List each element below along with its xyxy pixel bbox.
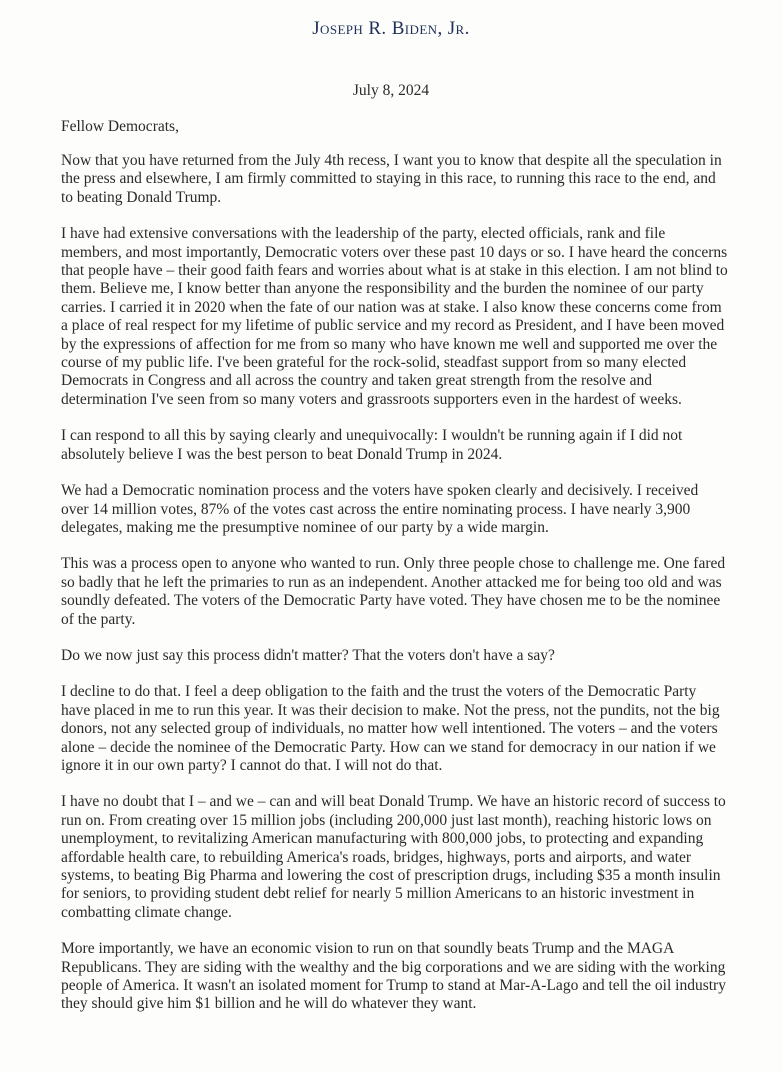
paragraph: Do we now just say this process didn't matter? That the voters don't have a say? [61,646,555,664]
letterhead: Joseph R. Biden, Jr. [312,18,470,39]
letter-body [61,152,729,1032]
letter-date: July 8, 2024 [352,82,430,99]
paragraph: I can respond to all this by saying clearly and unequivocally: I wouldn't be running again if I did not absolutely believe I was the best person to beat Donald Trump in 2024. [61,427,683,463]
paragraph: This was a process open to anyone who wanted to run. Only three people chose to challenge me. One fared so badly that he left the primaries to run as an independent. Another attacked me for being too old and was soundly defeated. The voters of the Democratic Party have voted. They have chosen me to be the nominee of the party. [61,555,726,628]
paragraph: More importantly, we have an economic vision to run on that soundly beats Trump and the MAGA Republicans. They are siding with the wealthy and the big corporations and we are siding with the working people of America. It wasn't an isolated moment for Trump to stand at Mar-A-Lago and tell the oil industry they should give him $1 billion and he will do whatever they want. [61,940,726,1013]
paragraph: We had a Democratic nomination process and the voters have spoken clearly and decisively. I received over 14 million votes, 87% of the votes cast across the entire nominating process. I have nearly 3,900 delegates, making me the presumptive nominee of our party by a wide margin. [61,482,699,536]
paragraph: I have had extensive conversations with the leadership of the party, elected officials, rank and file members, and most importantly, Democratic voters over these past 10 days or so. I have heard the concerns that people have – their good faith fears and worries about what is at stake in this election. I am not blind to them. Believe me, I know better than anyone the responsibility and the burden the nominee of our party carries. I carried it in 2020 when the fate of our nation was at stake. I also know these concerns come from a place of real respect for my lifetime of public service and my record as President, and I have been moved by the expressions of affection for me from so many who have known me well and supported me over the course of my public life. I've been grateful for the rock-solid, steadfast support from so many elected Democrats in Congress and all across the country and taken great strength from the resolve and determination I've seen from so many voters and grassroots supporters even in the hardest of weeks. [61,225,728,408]
salutation: Fellow Democrats, [61,118,179,135]
paragraph: I decline to do that. I feel a deep obligation to the faith and the trust the voters of the Democratic Party have placed in me to run this year. It was their decision to make. Not the press, not the pundits, not the big donors, not any selected group of individuals, no matter how well intentioned. The voters – and the voters alone – decide the nominee of the Democratic Party. How can we stand for democracy in our nation if we ignore it in our own party? I cannot do that. I will not do that. [61,683,720,774]
paragraph: I have no doubt that I – and we – can and will beat Donald Trump. We have an historic record of success to run on. From creating over 15 million jobs (including 200,000 just last month), reaching historic lows on unemployment, to revitalizing American manufacturing with 800,000 jobs, to protecting and expanding affordable health care, to rebuilding America's roads, bridges, highways, ports and airports, and water systems, to beating Big Pharma and lowering the cost of prescription drugs, including $35 a month insulin for seniors, to providing student debt relief for nearly 5 million Americans to an historic investment in combatting climate change. [61,793,726,921]
paragraph: Now that you have returned from the July 4th recess, I want you to know that despite all the speculation in the press and elsewhere, I am firmly committed to staying in this race, to running this race to the end, and to beating Donald Trump. [61,152,722,206]
